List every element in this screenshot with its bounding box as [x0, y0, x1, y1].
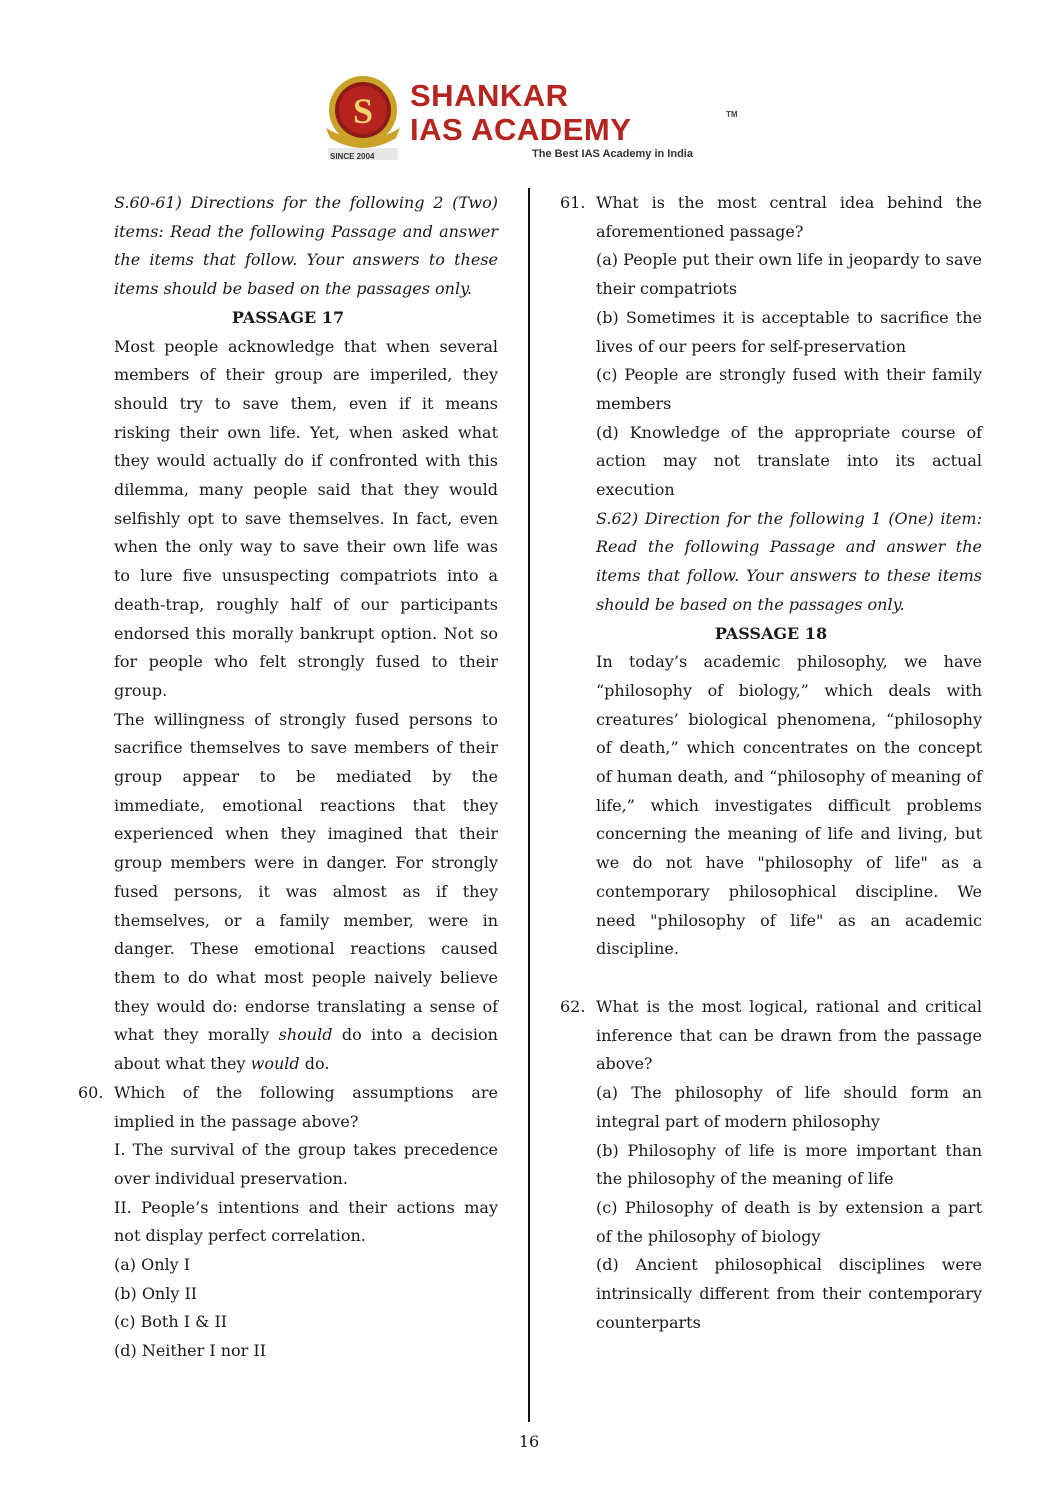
question-61 — [560, 189, 982, 246]
page-number: 16 — [518, 1432, 540, 1451]
question-61-option-d: (d) Knowledge of the appropriate course of action may not translate into its actual execution — [596, 422, 982, 500]
question-60-statement-2: II. People’s intentions and their actions may not display perfect correlation. — [114, 1197, 498, 1246]
passage-17-emphasis-should: should — [278, 1025, 333, 1045]
brand-name-line2: IAS ACADEMY — [410, 112, 632, 147]
passage-17-paragraph-1: Most people acknowledge that when several members of their group are imperiled, they should try to save them, even if it means risking their own life. Yet, when asked what they would actually do if confronted with this dilemma, many people said that they would selfishly opt to save themselves. In fact, even when the only way to save their own life was to lure five unsuspecting compatriots into a death-trap, roughly half of our participants endorsed this morally bankrupt option. Not so for people who felt strongly fused to their group. — [114, 336, 498, 700]
page-header — [318, 68, 748, 164]
academy-logo-icon — [318, 68, 408, 164]
trademark-mark: TM — [726, 110, 738, 119]
left-column — [78, 189, 498, 1366]
passage-17-text-a: The willingness of strongly fused persons to sacrifice themselves to save members of their group appear to be mediated by the immediate, emotional reactions that they experienced when they imagined that their group members were in danger. For strongly fused persons, it was almost as if they themselves, or a family member, were in danger. These emotional reactions caused them to do what most people naively believe they would do: endorse translating a sense of what they morally — [114, 709, 498, 1045]
spacer — [560, 964, 982, 993]
question-62-option-b: (b) Philosophy of life is more important than the philosophy of the meaning of life — [596, 1140, 982, 1189]
column-divider — [528, 188, 530, 1422]
question-60-option-c: (c) Both I & II — [114, 1312, 228, 1332]
question-62-option-a: (a) The philosophy of life should form an integral part of modern philosophy — [596, 1083, 982, 1131]
passage-18-paragraph: In today’s academic philosophy, we have “philosophy of biology,” which deals with creatures’ biological phenomena, “philosophy of death,” which concentrates on the concept of human death, and “philosophy of meaning of life,” which investigates difficult problems concerning the meaning of life and living, but we do not have "philosophy of life" as a contemporary philosophical discipline. We need "philosophy of life" as an academic discipline. — [596, 652, 982, 959]
since-label: SINCE 2004 — [330, 152, 375, 161]
question-61-text: What is the most central idea behind the aforementioned passage? — [596, 193, 982, 241]
question-60 — [78, 1079, 498, 1136]
logo-letter: S — [352, 91, 374, 131]
question-61-number: 61. — [560, 193, 586, 212]
passage-18-title: PASSAGE 18 — [714, 623, 828, 643]
question-60-option-a: (a) Only I — [114, 1255, 191, 1275]
brand-name-line1: SHANKAR — [410, 78, 569, 113]
brand-tagline: The Best IAS Academy in India — [532, 148, 693, 160]
question-60-text: Which of the following assumptions are implied in the passage above? — [114, 1082, 498, 1131]
question-62 — [560, 993, 982, 1079]
question-62-number: 62. — [560, 996, 586, 1016]
directions-60-61: S.60-61) Directions for the following 2 (Two) items: Read the following Passage and answer the items that follow. Your answers to these items should be based on the passages only. — [114, 193, 498, 299]
question-62-option-c: (c) Philosophy of death is by extension a part of the philosophy of biology — [596, 1197, 982, 1246]
question-62-text: What is the most logical, rational and critical inference that can be drawn from the passage above? — [596, 996, 982, 1074]
question-60-option-b: (b) Only II — [114, 1283, 198, 1303]
question-61-option-a: (a) People put their own life in jeopardy to save their compatriots — [596, 250, 982, 299]
question-60-option-d: (d) Neither I nor II — [114, 1341, 267, 1361]
passage-17-text-c: do. — [304, 1054, 330, 1074]
question-62-option-d: (d) Ancient philosophical disciplines were intrinsically different from their contemporary counterparts — [596, 1255, 982, 1332]
passage-17-paragraph-2 — [78, 706, 498, 1079]
right-column — [560, 189, 982, 1337]
question-60-statement-1: I. The survival of the group takes precedence over individual preservation. — [114, 1140, 498, 1188]
passage-17-emphasis-would: would — [250, 1054, 300, 1074]
directions-62: S.62) Direction for the following 1 (One) item: Read the following Passage and answer the items that follow. Your answers to these items should be based on the passages only. — [596, 508, 982, 614]
question-61-option-c: (c) People are strongly fused with their family members — [596, 365, 982, 413]
question-61-option-b: (b) Sometimes it is acceptable to sacrifice the lives of our peers for self-preservation — [596, 307, 982, 356]
passage-17-title: PASSAGE 17 — [231, 307, 345, 327]
passage-17-text-b: do into a decision about what they — [114, 1025, 498, 1074]
question-60-number: 60. — [78, 1082, 104, 1102]
